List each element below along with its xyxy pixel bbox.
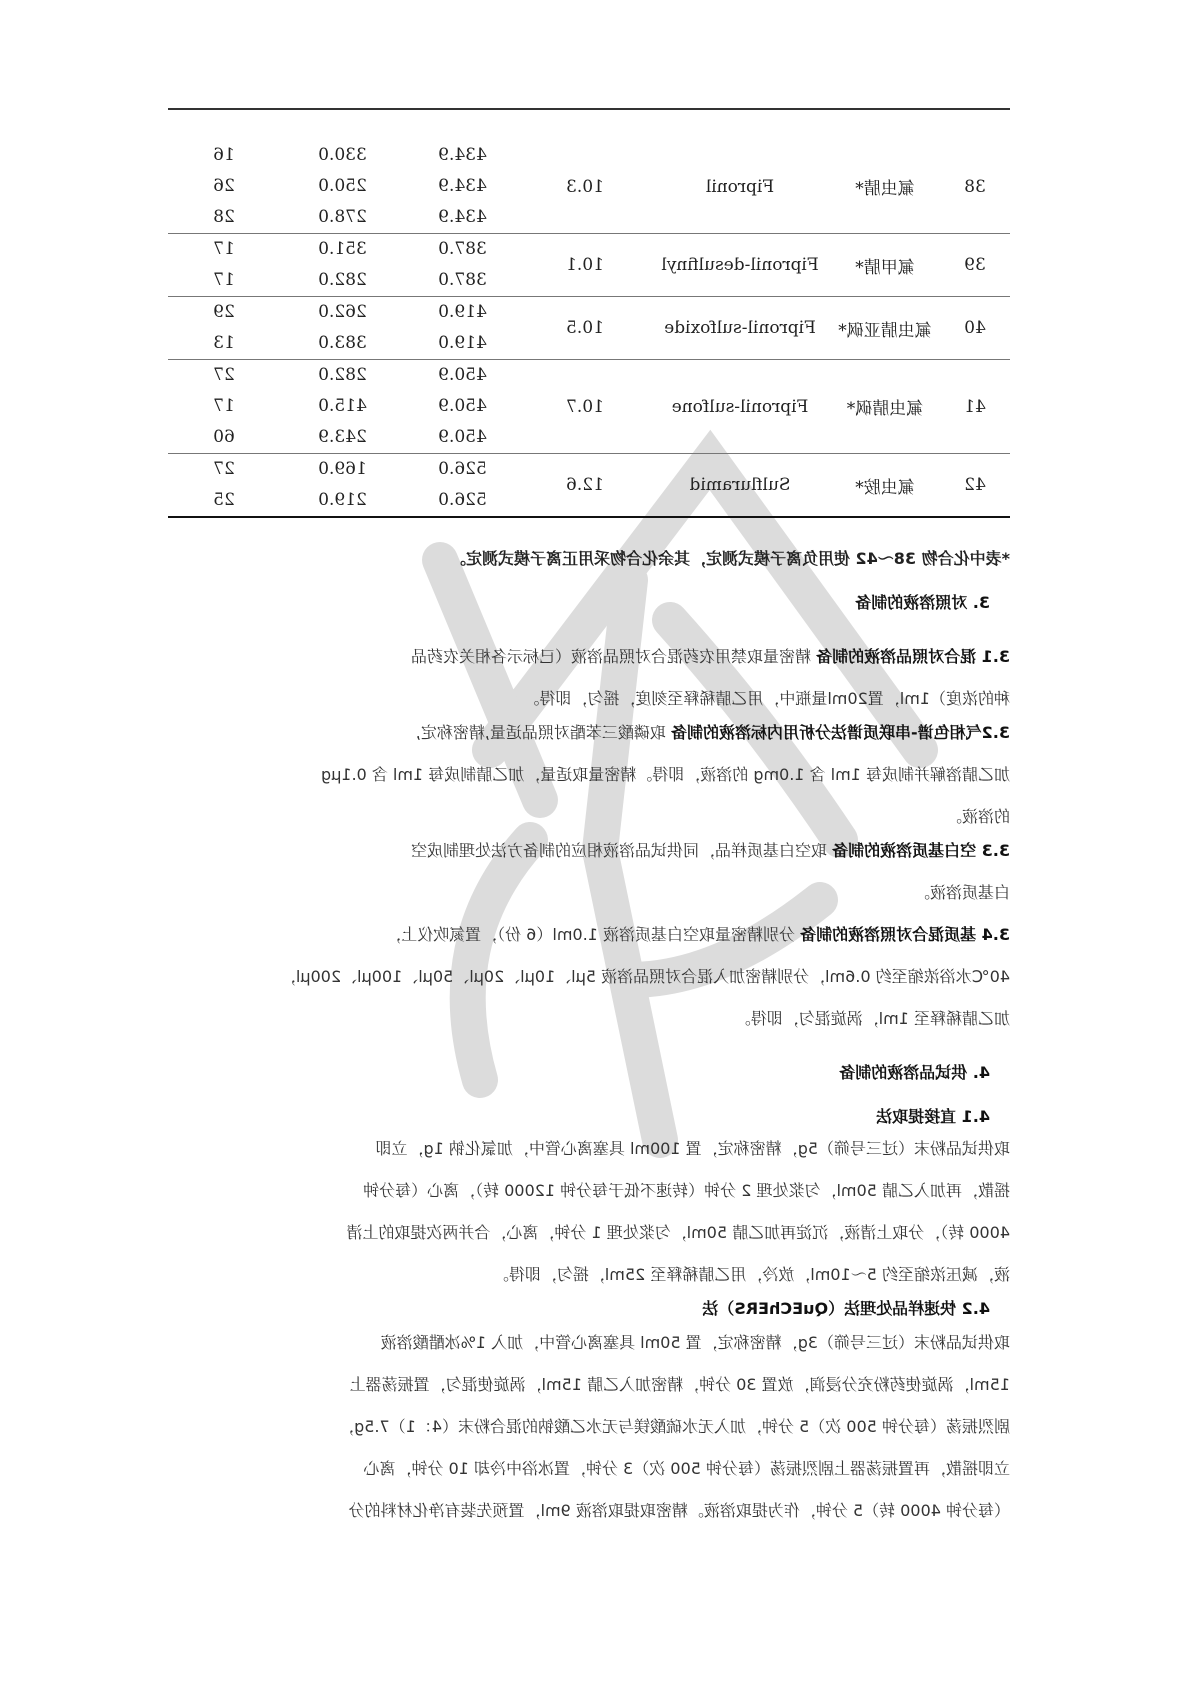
compound-name-en: Fipronil: [650, 140, 830, 234]
section-3-4-text-2: 40℃水浴浓缩至约 0.6ml，分别精密加入混合对照品溶液 5μl、10μl、20μl、50μl、100μl、200μl，: [279, 967, 1010, 986]
precursor-ion: 450.9: [438, 396, 487, 416]
section-4-heading: 4. 供试品溶液的制备: [839, 1063, 990, 1082]
mrm-parameter-table: [168, 140, 1010, 518]
product-ion: 351.0: [318, 239, 367, 259]
collision-energy: 27: [213, 459, 235, 479]
retention-time: 12.6: [520, 454, 650, 518]
section-3-3-paragraph: [168, 830, 1010, 914]
section-3-1-paragraph: [168, 636, 1010, 720]
precursor-ion: 434.9: [438, 145, 487, 165]
product-ion: 250.0: [318, 176, 367, 196]
section-3-2-text-2: 加乙腈溶解并制成每 1ml 含 1.0mg 的溶液，即得。精密量取适量，加乙腈制成每 1ml 含 0.1μg: [321, 765, 1010, 784]
compound-number: 39: [940, 234, 1010, 297]
collision-energy: 13: [168, 328, 280, 360]
compound-number: 40: [940, 297, 1010, 360]
product-ion: 278.0: [280, 202, 405, 234]
precursor-ion: 434.9: [438, 176, 487, 196]
section-4-1-paragraph: [168, 1128, 1010, 1296]
collision-energy: 17: [168, 265, 280, 297]
table-row: [168, 234, 1010, 266]
section-4-1-text-3: 4000 转），分取上清液，沉淀再加乙腈 50ml，匀浆处理 1 分钟，离心，合并两次提取的上清: [346, 1223, 1010, 1242]
compound-name-cn: 氟甲腈*: [830, 234, 940, 297]
section-3-4-title: 3.4 基质混合对照溶液的制备: [800, 925, 1010, 944]
precursor-ion: 526.0: [438, 459, 487, 479]
collision-energy: 60: [168, 422, 280, 454]
precursor-ion: 387.0: [405, 265, 520, 297]
section-4-2-text-3: 剧烈振荡（每分钟 500 次）5 分钟，加入无水硫酸镁与无水乙酸钠的混合粉末（4：1）7.5g，: [338, 1417, 1010, 1436]
section-3-3-text-2: 白基质溶液。: [913, 883, 1010, 902]
compound-name-en: Fipronil-sulfoxide: [650, 297, 830, 360]
collision-energy: 29: [213, 302, 235, 322]
table-row: [168, 297, 1010, 329]
table-top-rule: [168, 108, 1010, 110]
section-4-1-heading: 4.1 直接提取法: [876, 1107, 990, 1126]
collision-energy: 16: [213, 145, 235, 165]
table-row: [168, 454, 1010, 486]
compound-name-cn: 氟虫腈砜*: [830, 360, 940, 454]
section-3-4-paragraph: [168, 914, 1010, 1040]
precursor-ion: 419.0: [405, 328, 520, 360]
collision-energy: 25: [168, 485, 280, 517]
section-3-1-text: 精密量取禁用农药混合对照品溶液（已标示各相关农药品: [410, 647, 811, 666]
collision-energy: 17: [213, 239, 235, 259]
section-4-2-text-2: 15ml，涡旋使药粉充分浸润，放置 30 分钟，精密加入乙腈 15ml，涡旋使混匀，置振荡器上: [349, 1375, 1010, 1394]
collision-energy: 17: [213, 396, 235, 416]
collision-energy: 26: [213, 176, 235, 196]
compound-name-cn: 氟虫腈*: [830, 140, 940, 234]
precursor-ion: 526.0: [405, 485, 520, 517]
compound-number: 41: [940, 360, 1010, 454]
section-3-4-text: 分别精密量取空白基质溶液 1.0ml（6 份），置氮吹仪上，: [385, 925, 795, 944]
product-ion: 282.0: [318, 365, 367, 385]
compound-number: 42: [940, 454, 1010, 518]
product-ion: 262.0: [318, 302, 367, 322]
section-3-2-text-3: 的溶液。: [945, 807, 1010, 826]
compound-number: 38: [940, 140, 1010, 234]
section-3-heading: 3. 对照溶液的制备: [855, 593, 990, 612]
product-ion: 282.0: [280, 265, 405, 297]
precursor-ion: 450.9: [405, 422, 520, 454]
section-3-2-text: 取磷酸三苯酯对照品适量,精密称定,: [415, 723, 666, 742]
product-ion: 415.0: [318, 396, 367, 416]
compound-name-en: Fipronil-sulfone: [650, 360, 830, 454]
product-ion: 383.0: [280, 328, 405, 360]
section-3-1-title: 3.1 混合对照品溶液的制备: [816, 647, 1010, 666]
compound-name-en: Sulfluramid: [650, 454, 830, 518]
precursor-ion: 434.9: [405, 202, 520, 234]
table-footnote: *表中化合物 38～42 使用负离子模式测定，其余化合物采用正离子模式测定。: [449, 549, 1010, 568]
section-4-2-text-5: （每分钟 4000 转）5 分钟，作为提取溶液。精密取提取溶液 9ml，置预先装有净化材料的分: [348, 1501, 1010, 1520]
product-ion: 243.9: [280, 422, 405, 454]
retention-time: 10.1: [520, 234, 650, 297]
section-3-2-paragraph: [168, 712, 1010, 838]
section-3-3-title: 3.3 空白基质溶液的制备: [832, 841, 1010, 860]
section-4-1-text-2: 摇散，再加入乙腈 50ml，匀浆处理 2 分钟（转速不低于每分钟 12000 转），离心（每分钟: [363, 1181, 1010, 1200]
precursor-ion: 387.0: [438, 239, 487, 259]
section-4-2-text-4: 立即摇散，再置振荡器上剧烈振荡（每分钟 500 次）3 分钟，置冰浴中冷却 10 分钟，离心: [363, 1459, 1010, 1478]
section-4-2-heading: 4.2 快速样品处理法（QuEChERS）法: [702, 1299, 990, 1318]
section-3-2-title: 3.2气相色谱-串联质谱法分析用内标溶液的制备: [671, 723, 1010, 742]
collision-energy: 27: [213, 365, 235, 385]
retention-time: 10.5: [520, 297, 650, 360]
compound-name-cn: 氟虫腈亚砜*: [830, 297, 940, 360]
section-3-3-text: 取空白基质样品，同供试品溶液相应的制备方法处理制成空: [410, 841, 827, 860]
compound-name-cn: 氟虫胺*: [830, 454, 940, 518]
product-ion: 169.0: [318, 459, 367, 479]
retention-time: 10.7: [520, 360, 650, 454]
section-3-4-text-3: 加乙腈稀释至 1ml，涡旋混匀，即得。: [734, 1009, 1010, 1028]
section-3-1-text-2: 种的浓度）1ml，置20ml量瓶中，用乙腈稀释至刻度，摇匀，即得。: [523, 689, 1010, 708]
precursor-ion: 450.9: [438, 365, 487, 385]
collision-energy: 28: [168, 202, 280, 234]
product-ion: 330.0: [318, 145, 367, 165]
precursor-ion: 419.0: [438, 302, 487, 322]
section-4-1-text-1: 取供试品粉末（过三号筛）5g，精密称定，置 100ml 具塞离心管中，加氯化钠 1g，立即: [375, 1139, 1010, 1158]
compound-name-en: Fipronil-desulfinyl: [650, 234, 830, 297]
section-4-1-text-4: 液，减压浓缩至约 5～10ml，放冷，用乙腈稀释至 25ml，摇匀，即得。: [492, 1265, 1010, 1284]
table-row: [168, 140, 1010, 171]
table-row: [168, 360, 1010, 392]
section-4-2-text-1: 取供试品粉末（过三号筛）3g，精密称定，置 50ml 具塞离心管中，加入 1%冰醋酸溶液: [380, 1333, 1010, 1352]
retention-time: 10.3: [520, 140, 650, 234]
product-ion: 219.0: [280, 485, 405, 517]
section-4-2-paragraph: [168, 1322, 1010, 1532]
